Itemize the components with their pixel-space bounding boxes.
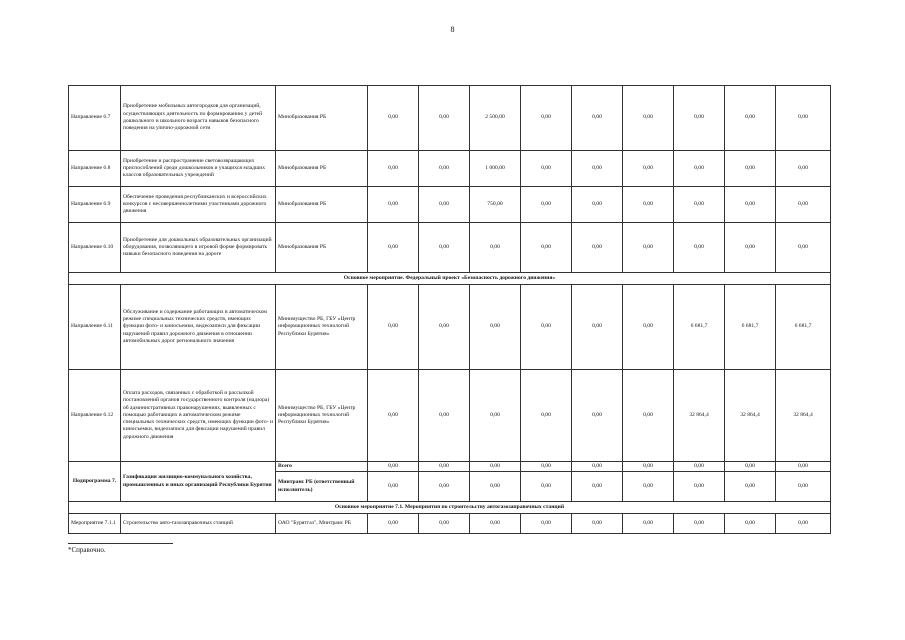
row-value: 0,00 — [521, 187, 572, 223]
row-value: 0,00 — [776, 462, 831, 472]
row-value: 0,00 — [470, 514, 521, 534]
row-value: 0,00 — [572, 86, 623, 151]
row-value: 0,00 — [521, 514, 572, 534]
row-code: Направление 6.7 — [69, 86, 121, 151]
row-value: 0,00 — [623, 370, 674, 462]
row-value: 0,00 — [521, 223, 572, 273]
row-value: 0,00 — [368, 151, 419, 187]
row-value: 0,00 — [674, 472, 725, 502]
row-value: 0,00 — [725, 223, 776, 273]
row-value: 0,00 — [623, 223, 674, 273]
page-number: 8 — [450, 25, 455, 34]
row-value: 0,00 — [419, 472, 470, 502]
row-value: 6 681,7 — [674, 285, 725, 370]
row-value: 6 681,7 — [776, 285, 831, 370]
section-title: Основное мероприятие 7.1. Мероприятия по строительству автогазозаправочных станций — [69, 502, 831, 514]
row-value: 0,00 — [368, 285, 419, 370]
row-code: Мероприятие 7.1.1 — [69, 514, 121, 534]
row-value: 0,00 — [674, 151, 725, 187]
row-executor: Минтранс РБ (ответственный исполнитель) — [276, 472, 368, 502]
row-value: 0,00 — [368, 370, 419, 462]
row-value: 0,00 — [776, 86, 831, 151]
row-value: 0,00 — [368, 187, 419, 223]
row-value: 0,00 — [674, 86, 725, 151]
row-description: Обслуживание и содержание работающих в автоматическом режиме специальных технических средств, имеющих функции фото- и киносъемки, видеозаписи для фиксации нарушений правил дорожного движения в отношении автомобильных дорог регионального значения — [121, 285, 276, 370]
row-value: 0,00 — [470, 370, 521, 462]
row-description: Приобретение и распространение световозвращающих приспособлений среди дошкольников и учащихся младших классов образовательных учреждений — [121, 151, 276, 187]
row-value: 0,00 — [572, 187, 623, 223]
row-value: 0,00 — [368, 462, 419, 472]
row-value: 0,00 — [368, 223, 419, 273]
row-value: 0,00 — [674, 514, 725, 534]
row-value: 0,00 — [572, 472, 623, 502]
row-executor: Минимущество РБ, ГБУ «Центр информационных технологий Республики Бурятия» — [276, 370, 368, 462]
row-value: 0,00 — [521, 285, 572, 370]
row-value: 0,00 — [419, 514, 470, 534]
subprogram-title: Газификация жилищно-коммунального хозяйства, промышленных и иных организаций Республики Бурятия — [121, 462, 276, 502]
row-value: 0,00 — [776, 187, 831, 223]
row-value: 750,00 — [470, 187, 521, 223]
row-value: 0,00 — [521, 472, 572, 502]
row-value: 0,00 — [572, 151, 623, 187]
row-value: 0,00 — [674, 187, 725, 223]
row-value: 0,00 — [419, 370, 470, 462]
row-value: 0,00 — [572, 514, 623, 534]
row-value: 0,00 — [725, 514, 776, 534]
row-value: 0,00 — [419, 285, 470, 370]
row-code: Направление 6.10 — [69, 223, 121, 273]
row-value: 0,00 — [623, 86, 674, 151]
row-description: Оплата расходов, связанных с обработкой и рассылкой постановлений органов государственного контроля (надзора) об административных правонарушениях, выявленных с помощью работающих в автоматическом режиме специальных технических средств, имеющих функции фото- и киносъемки, видеозаписи для фиксации нарушений правил дорожного движения — [121, 370, 276, 462]
row-executor: Минобразования РБ — [276, 151, 368, 187]
row-executor: Всего — [276, 462, 368, 472]
table-row — [69, 370, 831, 462]
table-row — [69, 187, 831, 223]
row-description: Приобретение мобильных автогородков для организаций, осуществляющих деятельность по формированию у детей дошкольного и школьного возраста навыков безопасного поведения на улично-дорожной сети — [121, 86, 276, 151]
row-value: 0,00 — [419, 151, 470, 187]
table-row — [69, 86, 831, 151]
subprogram-code: Подпрограмма 7. — [69, 462, 121, 502]
row-value: 0,00 — [725, 86, 776, 151]
row-value: 0,00 — [776, 472, 831, 502]
row-code: Направление 6.8 — [69, 151, 121, 187]
row-value: 0,00 — [623, 285, 674, 370]
table-row — [69, 514, 831, 534]
footnote: *Справочно. — [68, 546, 106, 554]
row-value: 0,00 — [368, 472, 419, 502]
row-value: 0,00 — [470, 472, 521, 502]
row-value: 0,00 — [725, 187, 776, 223]
footnote-divider — [68, 543, 173, 544]
section-row — [69, 273, 831, 285]
row-value: 0,00 — [470, 223, 521, 273]
row-value: 0,00 — [725, 151, 776, 187]
row-value: 1 000,00 — [470, 151, 521, 187]
row-value: 0,00 — [521, 370, 572, 462]
row-value: 0,00 — [521, 462, 572, 472]
row-value: 0,00 — [572, 285, 623, 370]
row-value: 0,00 — [623, 151, 674, 187]
table-row — [69, 462, 831, 472]
row-value: 0,00 — [623, 514, 674, 534]
row-value: 0,00 — [419, 223, 470, 273]
section-title: Основное мероприятие. Федеральный проект «Безопасность дорожного движения» — [69, 273, 831, 285]
row-code: Направление 6.11 — [69, 285, 121, 370]
row-value: 0,00 — [470, 285, 521, 370]
row-value: 0,00 — [674, 462, 725, 472]
row-value: 0,00 — [572, 223, 623, 273]
row-value: 2 500,00 — [470, 86, 521, 151]
row-value: 0,00 — [725, 472, 776, 502]
row-executor: ОАО "Бурятгаз", Минтранс РБ — [276, 514, 368, 534]
row-value: 0,00 — [776, 514, 831, 534]
row-value: 0,00 — [623, 462, 674, 472]
row-value: 0,00 — [419, 462, 470, 472]
row-value: 0,00 — [368, 86, 419, 151]
table-row — [69, 151, 831, 187]
row-value: 0,00 — [623, 187, 674, 223]
row-value: 0,00 — [572, 370, 623, 462]
row-value: 0,00 — [623, 472, 674, 502]
row-value: 6 681,7 — [725, 285, 776, 370]
row-value: 0,00 — [368, 514, 419, 534]
row-value: 0,00 — [674, 223, 725, 273]
section-row — [69, 502, 831, 514]
row-value: 0,00 — [419, 86, 470, 151]
row-value: 0,00 — [470, 462, 521, 472]
row-value: 0,00 — [776, 223, 831, 273]
row-value: 0,00 — [776, 151, 831, 187]
row-executor: Минимущество РБ, ГБУ «Центр информационных технологий Республики Бурятия» — [276, 285, 368, 370]
row-code: Направление 6.12 — [69, 370, 121, 462]
row-executor: Минобразования РБ — [276, 86, 368, 151]
row-description: Приобретение для дошкольных образовательных организаций оборудования, позволяющего в игровой форме формировать навыки безопасного поведения на дороге — [121, 223, 276, 273]
row-executor: Минобразования РБ — [276, 187, 368, 223]
row-value: 32 864,4 — [674, 370, 725, 462]
row-description: Строительство авто-газозаправочных станций — [121, 514, 276, 534]
table-row — [69, 285, 831, 370]
row-value: 0,00 — [521, 151, 572, 187]
row-value: 0,00 — [521, 86, 572, 151]
row-value: 0,00 — [725, 462, 776, 472]
row-value: 32 864,4 — [725, 370, 776, 462]
table-row — [69, 223, 831, 273]
row-value: 0,00 — [419, 187, 470, 223]
row-code: Направление 6.9 — [69, 187, 121, 223]
row-executor: Минобразования РБ — [276, 223, 368, 273]
row-value: 32 864,4 — [776, 370, 831, 462]
row-value: 0,00 — [572, 462, 623, 472]
budget-table — [68, 85, 831, 534]
row-description: Обеспечение проведения республиканских и всероссийских конкурсов с несовершеннолетними участниками дорожного движения — [121, 187, 276, 223]
